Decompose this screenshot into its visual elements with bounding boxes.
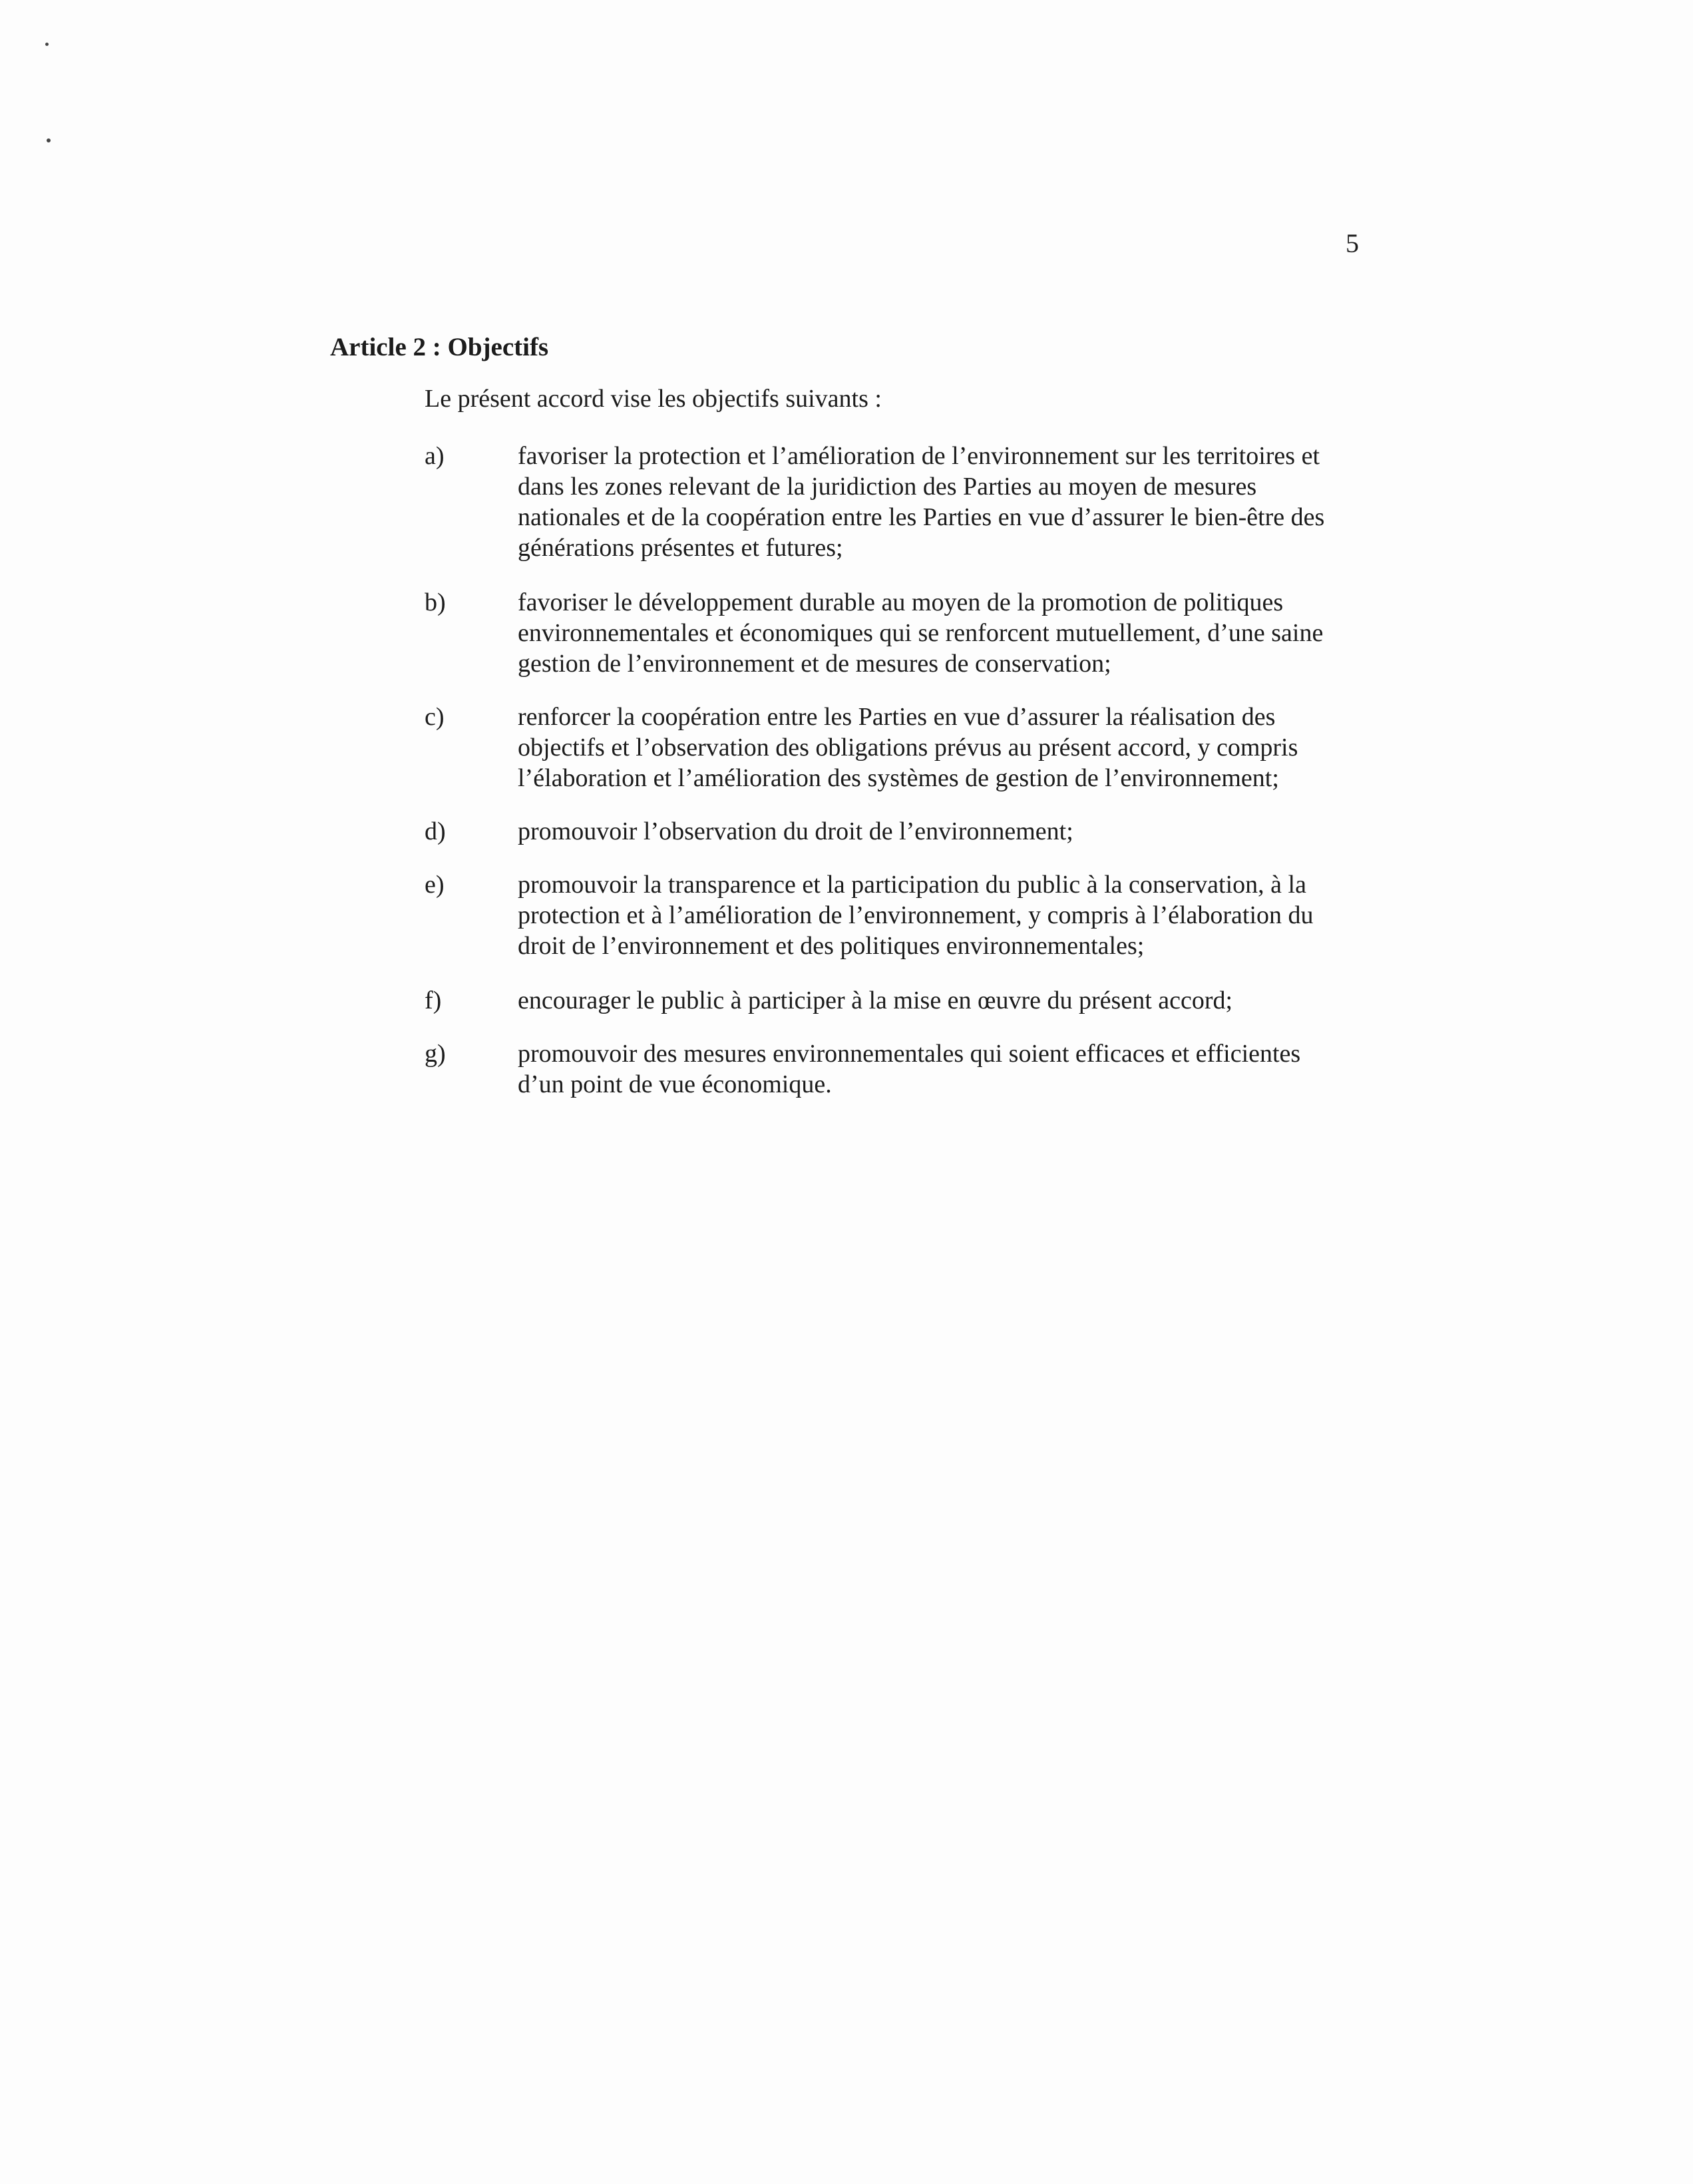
objective-text bbox=[518, 702, 1383, 793]
objective-letter: g) bbox=[425, 1040, 446, 1068]
objective-line: générations présentes et futures; bbox=[518, 534, 843, 562]
objective-text bbox=[518, 1038, 1383, 1100]
objective-line: nationales et de la coopération entre les Parties en vue d’assurer le bien-être des bbox=[518, 503, 1325, 531]
objective-text bbox=[518, 985, 1383, 1016]
objective-line: renforcer la coopération entre les Parties en vue d’assurer la réalisation des bbox=[518, 703, 1276, 731]
objective-line: promouvoir la transparence et la participation du public à la conservation, à la bbox=[518, 871, 1306, 899]
objective-line: objectifs et l’observation des obligations prévus au présent accord, y compris bbox=[518, 734, 1298, 762]
scan-speck bbox=[45, 43, 49, 46]
objective-line: droit de l’environnement et des politiques environnementales; bbox=[518, 932, 1145, 960]
objective-letter: c) bbox=[425, 703, 445, 731]
objective-line: promouvoir des mesures environnementales qui soient efficaces et efficientes bbox=[518, 1040, 1301, 1068]
objective-letter: f) bbox=[425, 986, 442, 1014]
article-intro: Le présent accord vise les objectifs suivants : bbox=[425, 385, 882, 413]
objective-line: l’élaboration et l’amélioration des systèmes de gestion de l’environnement; bbox=[518, 764, 1279, 792]
objective-line: favoriser la protection et l’amélioration de l’environnement sur les territoires et bbox=[518, 442, 1320, 470]
objective-letter: d) bbox=[425, 817, 446, 845]
objective-letter: b) bbox=[425, 588, 446, 616]
objective-letter: a) bbox=[425, 442, 445, 470]
objective-line: gestion de l’environnement et de mesures de conservation; bbox=[518, 650, 1111, 678]
objective-text bbox=[518, 816, 1383, 847]
objective-letter: e) bbox=[425, 871, 445, 899]
objective-line: dans les zones relevant de la juridiction des Parties au moyen de mesures bbox=[518, 473, 1257, 501]
page-number: 5 bbox=[1346, 228, 1359, 258]
objective-line: d’un point de vue économique. bbox=[518, 1070, 832, 1098]
objective-line: favoriser le développement durable au moyen de la promotion de politiques bbox=[518, 588, 1284, 616]
objective-line: promouvoir l’observation du droit de l’environnement; bbox=[518, 817, 1073, 845]
objective-line: protection et à l’amélioration de l’environnement, y compris à l’élaboration du bbox=[518, 901, 1314, 929]
objective-text bbox=[518, 587, 1383, 679]
objective-line: encourager le public à participer à la mise en œuvre du présent accord; bbox=[518, 986, 1233, 1014]
objective-text bbox=[518, 869, 1383, 961]
objective-line: environnementales et économiques qui se renforcent mutuellement, d’une saine bbox=[518, 619, 1324, 647]
article-heading: Article 2 : Objectifs bbox=[330, 333, 549, 361]
objective-text bbox=[518, 441, 1383, 563]
scan-speck bbox=[47, 138, 51, 142]
